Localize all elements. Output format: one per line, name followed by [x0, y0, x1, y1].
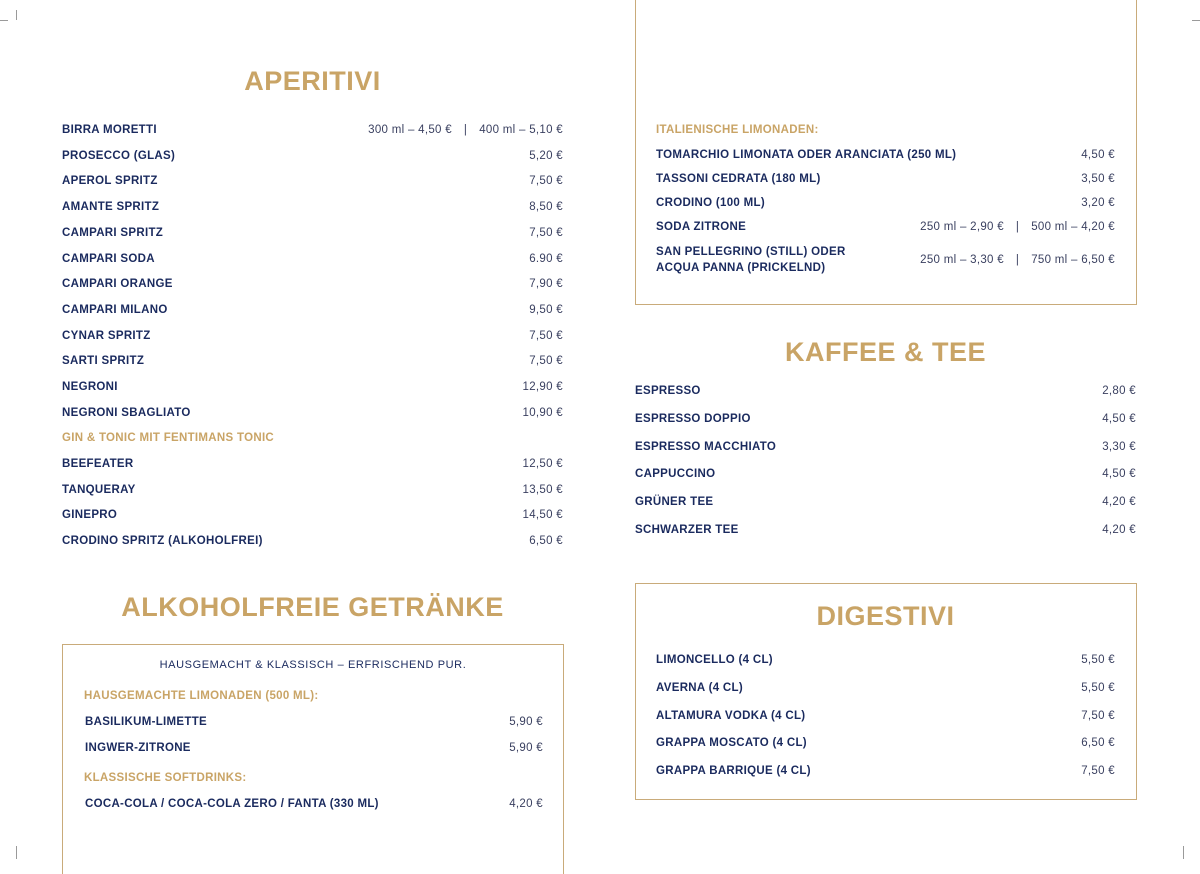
menu-item-price: 7,50 € — [529, 226, 563, 239]
menu-item-price: 3,20 € — [1081, 197, 1115, 209]
menu-item-name: CAMPARI MILANO — [62, 303, 168, 316]
price-option: 250 ml – 3,30 € — [920, 254, 1004, 266]
crop-mark — [1183, 846, 1184, 859]
section-subheading: GIN & TONIC MIT FENTIMANS TONIC — [62, 432, 275, 444]
menu-item-price: 5,90 € — [509, 716, 543, 728]
menu-item-name: GRAPPA MOSCATO (4 CL) — [656, 737, 807, 750]
digestivi-title: DIGESTIVI — [816, 601, 955, 631]
menu-item — [656, 710, 1115, 722]
menu-item — [62, 458, 563, 470]
menu-item-name: CAMPARI ORANGE — [62, 278, 173, 291]
menu-item-name: NEGRONI — [62, 381, 118, 393]
price-option: 500 ml – 4,20 € — [1031, 221, 1115, 233]
menu-item-name: AVERNA (4 CL) — [656, 681, 743, 694]
menu-item — [62, 509, 563, 521]
menu-item-price: 12,90 € — [522, 381, 563, 393]
menu-item-price: 7,50 € — [1081, 765, 1115, 778]
menu-item-name: NEGRONI SBAGLIATO — [62, 406, 191, 419]
menu-item-name: BIRRA MORETTI — [62, 124, 157, 136]
menu-item-name: ESPRESSO — [635, 385, 701, 397]
menu-item-price — [920, 254, 1115, 266]
menu-item — [656, 173, 1115, 185]
alkoholfrei-box — [62, 644, 564, 874]
menu-item — [656, 244, 1115, 276]
menu-item-price — [368, 124, 563, 136]
menu-item-price: 4,50 € — [1102, 412, 1136, 425]
menu-item — [656, 149, 1115, 161]
menu-item-name: BEEFEATER — [62, 458, 134, 470]
menu-item-name: CAPPUCCINO — [635, 468, 716, 481]
menu-item-name: SCHWARZER TEE — [635, 524, 739, 536]
menu-item-price: 12,50 € — [522, 458, 563, 470]
menu-item-name: PROSECCO (GLAS) — [62, 149, 176, 162]
menu-item-price: 6.90 € — [529, 252, 563, 265]
kaffee-title: KAFFEE & TEE — [784, 337, 986, 367]
menu-item — [62, 201, 563, 213]
menu-item-price: 4,20 € — [509, 798, 543, 810]
alkoholfrei-tagline: HAUSGEMACHT & KLASSISCH – ERFRISCHEND PUR. — [159, 659, 467, 671]
section-subheading: ITALIENISCHE LIMONADEN: — [656, 124, 819, 136]
menu-item-price: 5,90 € — [509, 742, 543, 754]
menu-item — [62, 124, 563, 136]
menu-item — [62, 355, 563, 367]
menu-item-price: 3,50 € — [1081, 173, 1115, 185]
price-option: 300 ml – 4,50 € — [368, 124, 452, 136]
menu-item-name: CAMPARI SPRITZ — [62, 226, 164, 239]
menu-item — [656, 682, 1115, 694]
menu-item-name: LIMONCELLO (4 CL) — [656, 654, 773, 666]
price-option: 750 ml – 6,50 € — [1031, 254, 1115, 266]
menu-item — [62, 227, 563, 239]
menu-item-price: 7,50 € — [529, 355, 563, 368]
menu-item-name: ESPRESSO MACCHIATO — [635, 440, 777, 453]
menu-item-name-line: ACQUA PANNA (PRICKELND) — [656, 262, 826, 274]
crop-mark — [1192, 20, 1200, 21]
menu-item-name: ALTAMURA VODKA (4 CL) — [656, 709, 806, 722]
menu-item — [656, 221, 1115, 233]
menu-item-name: TOMARCHIO LIMONATA ODER ARANCIATA (250 ML) — [656, 149, 957, 161]
menu-item — [635, 496, 1136, 508]
menu-item-price: 5,50 € — [1081, 654, 1115, 666]
menu-item-price: 7,90 € — [529, 278, 563, 291]
menu-item — [62, 150, 563, 162]
menu-item-price: 2,80 € — [1102, 385, 1136, 397]
crop-mark — [16, 846, 17, 859]
aperitivi-title: APERITIVI — [244, 66, 381, 96]
menu-item-price: 7,50 € — [1081, 709, 1115, 722]
menu-item — [62, 535, 563, 547]
alkoholfrei-title: ALKOHOLFREIE GETRÄNKE — [121, 592, 504, 622]
menu-item — [85, 798, 543, 810]
menu-item-name: CRODINO SPRITZ (ALKOHOLFREI) — [62, 535, 263, 548]
menu-item — [62, 278, 563, 290]
menu-item — [62, 407, 563, 419]
menu-item-price: 3,30 € — [1102, 440, 1136, 453]
menu-item — [635, 468, 1136, 480]
menu-item-price: 7,50 € — [529, 175, 563, 188]
price-separator: | — [1015, 221, 1020, 233]
menu-item-price: 8,50 € — [529, 201, 563, 214]
menu-item — [635, 385, 1136, 397]
section-subheading: HAUSGEMACHTE LIMONADEN (500 ML): — [84, 690, 319, 702]
menu-item-price: 7,50 € — [529, 329, 563, 342]
menu-item-name: APEROL SPRITZ — [62, 175, 158, 188]
menu-item-name: CYNAR SPRITZ — [62, 329, 151, 342]
price-separator: | — [463, 124, 468, 136]
menu-item-price: 5,50 € — [1081, 681, 1115, 694]
menu-item-price: 4,50 € — [1081, 149, 1115, 161]
menu-item-name: SODA ZITRONE — [656, 221, 747, 233]
menu-item-name: CRODINO (100 ML) — [656, 197, 765, 209]
menu-item — [62, 304, 563, 316]
menu-item-name: TASSONI CEDRATA (180 ML) — [656, 173, 821, 185]
menu-item-name-line: SAN PELLEGRINO (STILL) ODER — [656, 246, 846, 258]
menu-item — [635, 441, 1136, 453]
menu-item — [635, 413, 1136, 425]
menu-item-name: GINEPRO — [62, 509, 118, 522]
menu-item — [85, 742, 543, 754]
menu-item — [62, 175, 563, 187]
menu-item — [62, 330, 563, 342]
menu-item-price: 4,20 € — [1102, 524, 1136, 536]
menu-item-name: GRAPPA BARRIQUE (4 CL) — [656, 765, 811, 778]
menu-item-price: 10,90 € — [522, 406, 563, 419]
menu-item — [85, 716, 543, 728]
menu-item — [656, 737, 1115, 749]
section-subheading: KLASSISCHE SOFTDRINKS: — [84, 772, 247, 784]
menu-item-name — [656, 244, 846, 276]
menu-item-price: 14,50 € — [522, 509, 563, 522]
menu-item-price: 5,20 € — [529, 149, 563, 162]
menu-item-name: SARTI SPRITZ — [62, 355, 145, 368]
menu-item — [62, 253, 563, 265]
menu-item — [635, 524, 1136, 536]
menu-item-name: COCA-COLA / COCA-COLA ZERO / FANTA (330 ML) — [85, 798, 379, 810]
menu-item — [656, 765, 1115, 777]
menu-item — [62, 484, 563, 496]
menu-item-price: 6,50 € — [529, 535, 563, 548]
menu-item-price: 4,50 € — [1102, 468, 1136, 481]
menu-item-price — [920, 221, 1115, 233]
price-option: 250 ml – 2,90 € — [920, 221, 1004, 233]
menu-item-price: 4,20 € — [1102, 496, 1136, 509]
menu-item-name: TANQUERAY — [62, 483, 136, 496]
menu-item-name: ESPRESSO DOPPIO — [635, 412, 751, 425]
menu-item — [656, 197, 1115, 209]
menu-item-name: AMANTE SPRITZ — [62, 201, 160, 214]
price-separator: | — [1015, 254, 1020, 266]
menu-item — [62, 381, 563, 393]
menu-item-name: INGWER-ZITRONE — [85, 742, 191, 754]
crop-mark — [16, 10, 17, 20]
menu-item-price: 9,50 € — [529, 303, 563, 316]
menu-item — [656, 654, 1115, 666]
crop-mark — [0, 20, 8, 21]
menu-item-name: GRÜNER TEE — [635, 496, 714, 509]
menu-item-price: 13,50 € — [522, 483, 563, 496]
menu-item-name: BASILIKUM-LIMETTE — [85, 716, 208, 728]
menu-item-price: 6,50 € — [1081, 737, 1115, 750]
menu-item-name: CAMPARI SODA — [62, 252, 155, 265]
price-option: 400 ml – 5,10 € — [479, 124, 563, 136]
